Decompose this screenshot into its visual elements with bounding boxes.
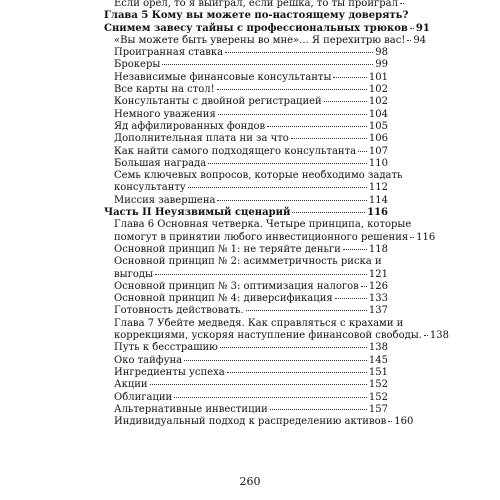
toc-entry-title: Все карты на стол! [114,84,215,96]
toc-entry [104,379,388,391]
toc-entry [104,207,388,219]
toc-entry-title: Облигации [114,391,173,403]
toc-entry-title: Путь к бесстрашию [114,342,218,354]
dot-leader [184,360,367,361]
toc-entry-title: Немного уважения [114,108,216,120]
toc-entry [104,256,388,268]
toc-entry [104,392,388,404]
toc-entry-title: «Вы можете быть уверены во мне»... Я перехитрю вас! [114,34,406,46]
toc-entry-title: Яд аффилированных фондов [114,120,266,132]
dot-leader [218,114,367,115]
toc-entry-page: 152 [368,379,388,391]
toc-entry-title: Часть II Неуязвимый сценарий [104,207,291,219]
toc-entry [104,269,388,281]
toc-entry-title: Семь ключевых вопросов, которые необходимо задать [114,170,403,182]
toc-entry-page: 112 [368,182,388,194]
dot-leader [388,421,392,422]
toc-entry-page: 99 [375,59,388,71]
toc-entry-page: 94 [413,34,427,46]
toc-entry [104,34,427,47]
dot-leader [335,298,367,299]
toc-entry [104,404,388,416]
toc-entry-page: 101 [368,71,388,83]
toc-entry-page: 106 [368,133,388,145]
toc-entry-page: 133 [368,293,388,305]
toc-entry-title: Брокеры [114,59,161,71]
toc-entry-page: 160 [394,416,414,428]
toc-entry-title: Глава 6 Основная четверка. Четыре принципа, которые [114,219,412,231]
toc-entry-page: 138 [368,342,388,354]
dot-leader [217,89,367,90]
toc-entry [104,281,388,293]
dot-leader [188,187,367,188]
toc-entry [104,0,398,10]
toc-entry-page: 157 [368,403,388,415]
toc-entry-page: 107 [368,145,388,157]
toc-entry-page: 102 [368,84,388,96]
toc-entry [104,244,388,256]
dot-leader [208,163,367,164]
toc-entry-title: Проигранная ставка [114,47,224,59]
dot-leader [292,212,365,213]
dot-leader [410,28,414,29]
dot-leader [410,237,414,238]
toc-entry-title: Акции [114,379,148,391]
toc-entry [104,133,388,145]
toc-entry-title: Основной принцип № 4: диверсификация [114,293,333,305]
toc-entry [104,293,388,305]
dot-leader [225,52,373,53]
toc-entry-title: Индивидуальный подход к распределению активов [114,416,387,428]
toc-entry-page: 110 [368,157,388,169]
dot-leader [267,126,367,127]
dot-leader [217,200,366,201]
dot-leader [162,64,373,65]
dot-leader [424,335,428,336]
dot-leader [246,310,367,311]
dot-leader [220,347,367,348]
toc-entry [104,195,388,207]
dot-leader [358,151,367,152]
toc-entry-page: 98 [375,47,388,59]
table-of-contents [104,0,449,428]
toc-entry-page: 137 [368,305,388,317]
toc-entry-title: выгоды [114,268,153,280]
toc-entry [104,231,436,244]
toc-entry [104,22,430,35]
toc-entry-title: Миссия завершена [114,194,216,206]
toc-entry-page: 105 [368,120,388,132]
toc-entry [104,72,388,84]
dot-leader [227,372,367,373]
toc-entry-title: Основной принцип № 2: асимметричность риска и [114,256,382,268]
toc-entry-page: 114 [368,194,388,206]
toc-entry [104,330,449,342]
toc-entry [104,146,388,158]
dot-leader [324,101,367,102]
toc-entry-title: Око тайфуна [114,354,183,366]
toc-entry [104,109,388,121]
toc-entry [104,47,388,59]
page-number: 260 [239,475,261,488]
toc-entry-title: Готовность действовать. [114,305,244,317]
toc-entry-page: 152 [368,391,388,403]
toc-entry-page: 138 [429,330,449,342]
dot-leader [361,286,367,287]
toc-entry [104,59,388,71]
toc-entry-title: помогут в принятии любого инвестиционного решения [114,231,409,243]
toc-entry [104,355,388,367]
toc-entry [104,121,388,133]
toc-entry-title: Ингредиенты успеха [114,366,225,378]
toc-entry [104,84,388,96]
toc-entry [104,367,388,379]
toc-entry [104,342,388,354]
toc-entry [104,10,409,22]
toc-entry-page: 104 [368,108,388,120]
toc-entry [104,219,412,231]
toc-entry-title: Основной принцип № 3: оптимизация налогов [114,280,359,292]
toc-entry [104,305,388,317]
toc-entry-page: 121 [368,268,388,280]
toc-entry-page: 102 [368,96,388,108]
toc-entry-page: 145 [368,354,388,366]
toc-entry-title: консультанту [114,182,186,194]
toc-entry-page: 116 [416,231,436,243]
toc-entry-title: Большая награда [114,157,207,169]
toc-entry [104,317,404,330]
dot-leader [343,249,367,250]
toc-entry-page: 151 [368,366,388,378]
toc-entry-title: коррекциями, ускоряя наступление финансовой свободы. [114,330,422,342]
toc-entry-title: Глава 5 Кому вы можете по-настоящему доверять? [104,10,409,22]
dot-leader [270,409,367,410]
dot-leader [333,77,366,78]
toc-entry-title: Альтернативные инвестиции [114,403,268,415]
toc-entry-title: Независимые финансовые консультанты [114,71,332,83]
toc-entry-title: Если орел, то я выиграл, если решка, то ты проиграл [114,0,398,9]
dot-leader [150,384,367,385]
toc-entry [104,182,388,194]
toc-entry [104,416,414,428]
toc-entry [104,170,403,182]
toc-entry-title: Как найти самого подходящего консультанта [114,145,357,157]
toc-entry [104,96,388,108]
toc-entry-page: 91 [415,22,430,34]
dot-leader [400,3,404,4]
toc-entry-page: 118 [368,243,388,255]
toc-entry-title: Основной принцип № 1: не теряйте деньги [114,243,341,255]
dot-leader [155,274,367,275]
toc-entry-title: Дополнительная плата ни за что [114,133,289,145]
dot-leader [407,40,411,41]
toc-entry-title: Консультанты с двойной регистрацией [114,96,322,108]
toc-entry-title: Снимем завесу тайны с профессиональных трюков [104,22,408,34]
toc-entry [104,158,388,170]
toc-entry-page: 116 [367,207,388,219]
toc-entry-page: 126 [368,280,388,292]
dot-leader [174,397,367,398]
toc-entry-title: Глава 7 Убейте медведя. Как справляться с крахами и [114,317,404,329]
dot-leader [291,138,367,139]
